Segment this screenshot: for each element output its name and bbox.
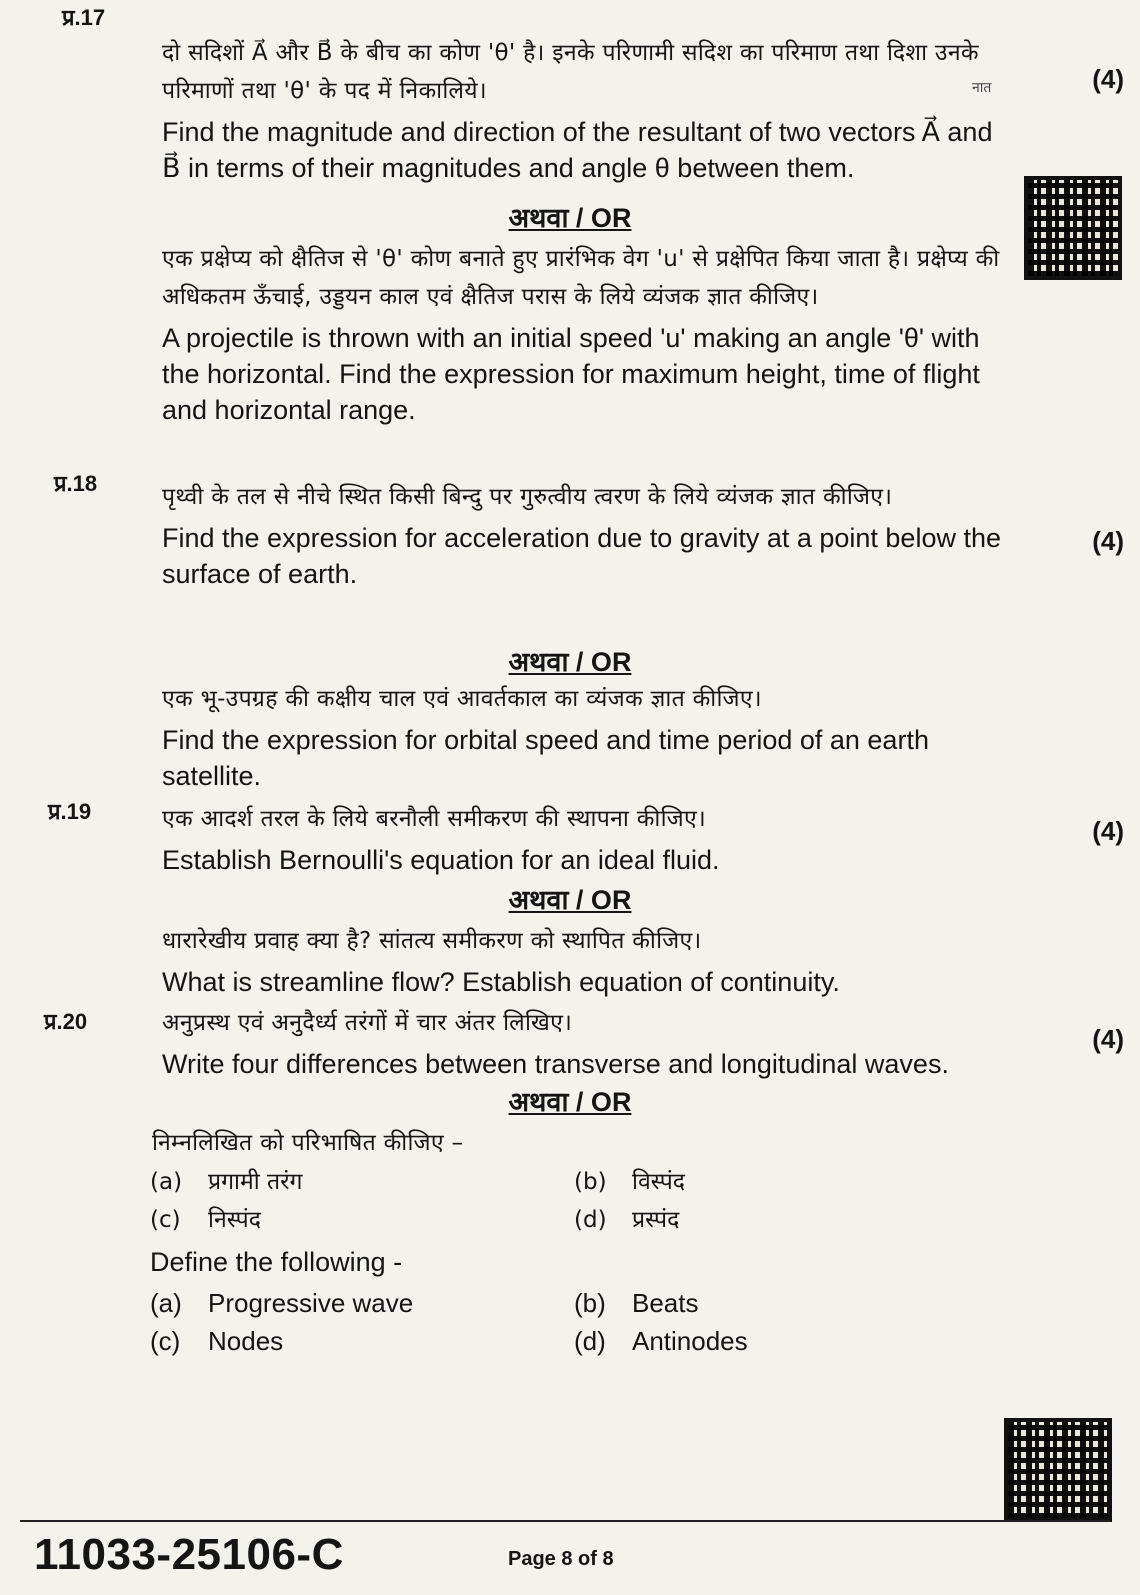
marks-17: (4) bbox=[1092, 64, 1124, 94]
list-item bbox=[150, 1202, 850, 1240]
list-item bbox=[150, 1326, 850, 1364]
question-17-english: Find the magnitude and direction of the resultant of two vectors A⃗ and B⃗ in terms of their magnitudes and angle θ between them. bbox=[162, 117, 993, 183]
def-english-d bbox=[574, 1326, 748, 1357]
definitions-english bbox=[150, 1288, 850, 1364]
def-text: प्रगामी तरंग bbox=[208, 1169, 303, 1195]
question-18-alt bbox=[162, 680, 1002, 794]
question-17-main bbox=[162, 34, 1002, 186]
question-number-17: प्र.17 bbox=[62, 5, 106, 30]
or-divider-17 bbox=[0, 198, 1140, 235]
question-18-alt-english: Find the expression for orbital speed and time period of an earth satellite. bbox=[162, 725, 929, 791]
question-number-18: प्र.18 bbox=[54, 471, 98, 496]
question-19-alt-english: What is streamline flow? Establish equation of continuity. bbox=[162, 967, 840, 997]
or-divider-18 bbox=[0, 642, 1140, 679]
paper-code: 11033-25106-C bbox=[34, 1530, 344, 1579]
question-number-19: प्र.19 bbox=[48, 799, 92, 824]
or-label: अथवा / OR bbox=[508, 203, 632, 233]
question-19-hindi: एक आदर्श तरल के लिये बरनौली समीकरण की स्थापना कीजिए। bbox=[162, 806, 707, 832]
question-20-main bbox=[162, 1004, 1002, 1082]
question-19-main bbox=[162, 800, 1002, 878]
def-label: (c) bbox=[150, 1326, 181, 1356]
page-number: Page 8 of 8 bbox=[508, 1548, 614, 1570]
def-hindi-b bbox=[574, 1164, 685, 1196]
def-text: Nodes bbox=[208, 1326, 284, 1356]
question-18-alt-hindi: एक भू-उपग्रह की कक्षीय चाल एवं आवर्तकाल का व्यंजक ज्ञात कीजिए। bbox=[162, 686, 762, 712]
qr-code-bottom bbox=[1004, 1418, 1112, 1522]
question-20-hindi: अनुप्रस्थ एवं अनुदैर्ध्य तरंगों में चार अंतर लिखिए। bbox=[162, 1010, 573, 1036]
question-20-alt-hindi: निम्नलिखित को परिभाषित कीजिए – bbox=[152, 1130, 464, 1156]
question-17-alt-english: A projectile is thrown with an initial speed 'u' making an angle 'θ' with the horizontal. Find the expression for maximum height, time of flight and horizontal range. bbox=[162, 323, 980, 425]
def-english-b bbox=[574, 1288, 699, 1319]
qr-code-top bbox=[1024, 176, 1122, 280]
marks-18: (4) bbox=[1092, 526, 1124, 556]
def-english-c bbox=[150, 1326, 283, 1357]
question-19-english: Establish Bernoulli's equation for an ideal fluid. bbox=[162, 845, 720, 875]
def-english-a bbox=[150, 1288, 413, 1319]
def-label: (b) bbox=[574, 1288, 606, 1318]
question-17-hindi: दो सदिशों A⃗ और B⃗ के बीच का कोण 'θ' है। इनके परिणामी सदिश का परिमाण तथा दिशा उनके परिमाणों तथा 'θ' के पद में निकालिये। bbox=[162, 40, 979, 104]
footer-divider bbox=[20, 1520, 1110, 1522]
or-divider-19 bbox=[0, 880, 1140, 917]
def-hindi-c bbox=[150, 1202, 261, 1234]
question-18-hindi: पृथ्वी के तल से नीचे स्थित किसी बिन्दु पर गुरुत्वीय त्वरण के लिये व्यंजक ज्ञात कीजिए। bbox=[162, 484, 893, 510]
def-text: Antinodes bbox=[632, 1326, 748, 1356]
question-17-alt-hindi: एक प्रक्षेप्य को क्षैतिज से 'θ' कोण बनाते हुए प्रारंभिक वेग 'u' से प्रक्षेपित किया जाता है। प्रक्षेप्य की अधिकतम ऊँचाई, उड्डयन काल एवं क्षैतिज परास के लिये व्यंजक ज्ञात कीजिए। bbox=[162, 246, 1000, 310]
def-label: (a) bbox=[150, 1288, 182, 1318]
def-text: विस्पंद bbox=[632, 1169, 685, 1195]
or-label: अथवा / OR bbox=[508, 647, 632, 677]
def-text: निस्पंद bbox=[208, 1207, 261, 1233]
question-20-alt-english-intro bbox=[150, 1244, 990, 1280]
or-label: अथवा / OR bbox=[508, 885, 632, 915]
definitions-hindi bbox=[150, 1164, 850, 1240]
def-hindi-d bbox=[574, 1202, 679, 1234]
or-divider-20 bbox=[0, 1082, 1140, 1119]
question-18-main bbox=[162, 478, 1002, 592]
def-text: Progressive wave bbox=[208, 1288, 414, 1318]
question-19-alt bbox=[162, 922, 1002, 1000]
question-20-alt-english: Define the following - bbox=[150, 1247, 403, 1277]
question-20-english: Write four differences between transverse and longitudinal waves. bbox=[162, 1049, 949, 1079]
def-label: (c) bbox=[150, 1207, 181, 1233]
def-text: Beats bbox=[632, 1288, 699, 1318]
or-label: अथवा / OR bbox=[508, 1087, 632, 1117]
def-label: (d) bbox=[574, 1207, 607, 1233]
question-17-alt bbox=[162, 240, 1002, 428]
def-label: (a) bbox=[150, 1169, 183, 1195]
marks-20: (4) bbox=[1092, 1024, 1124, 1054]
question-number-20: प्र.20 bbox=[44, 1009, 88, 1034]
question-20-alt-hindi-intro bbox=[152, 1124, 992, 1162]
def-label: (d) bbox=[574, 1326, 606, 1356]
margin-note: नात bbox=[972, 80, 992, 96]
def-label: (b) bbox=[574, 1169, 607, 1195]
marks-19: (4) bbox=[1092, 816, 1124, 846]
def-hindi-a bbox=[150, 1164, 302, 1196]
def-text: प्रस्पंद bbox=[632, 1207, 680, 1233]
list-item bbox=[150, 1164, 850, 1202]
question-18-english: Find the expression for acceleration due to gravity at a point below the surface of earth. bbox=[162, 523, 1001, 589]
question-19-alt-hindi: धारारेखीय प्रवाह क्या है? सांतत्य समीकरण को स्थापित कीजिए। bbox=[162, 928, 702, 954]
list-item bbox=[150, 1288, 850, 1326]
